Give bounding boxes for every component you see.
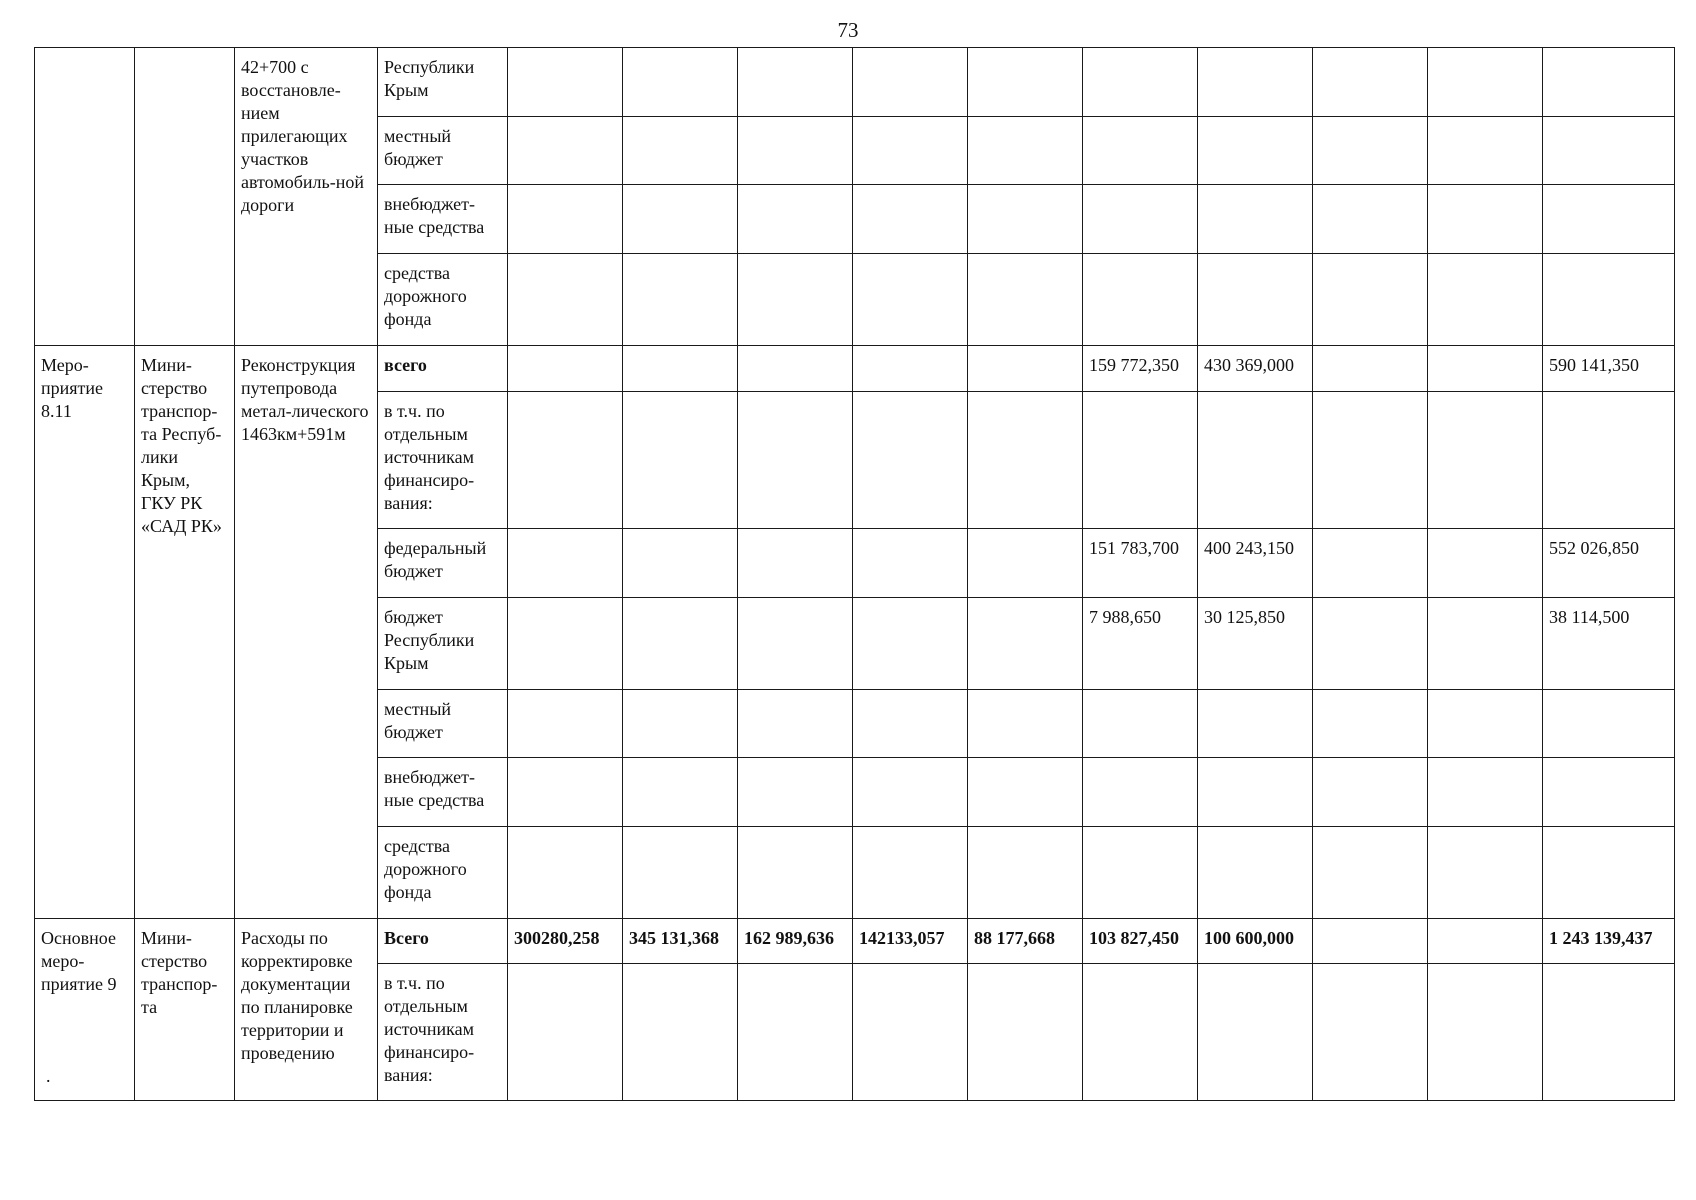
total-cell: 38 114,500 [1543, 598, 1675, 690]
event-cell: Основное меро-приятие 9 [35, 919, 135, 1101]
source-cell: в т.ч. по отдельным источникам финансиро-вания: [378, 964, 508, 1101]
value-cell [508, 598, 623, 690]
description-line: территории и [241, 1020, 344, 1040]
value-cell [853, 48, 968, 117]
value-cell: 300280,258 [508, 919, 623, 964]
value-cell [738, 117, 853, 185]
source-cell: местный бюджет [378, 690, 508, 758]
value-cell [508, 392, 623, 529]
value-cell [623, 392, 738, 529]
value-cell [1083, 254, 1198, 346]
source-cell: федеральный бюджет [378, 529, 508, 598]
value-cell: 151 783,700 [1083, 529, 1198, 598]
value-cell [1428, 919, 1543, 964]
page-number: 73 [837, 18, 859, 42]
value-cell [853, 964, 968, 1101]
value-cell [968, 346, 1083, 392]
value-cell [1313, 758, 1428, 827]
value-cell [738, 529, 853, 598]
value-cell [1083, 758, 1198, 827]
description-line: Расходы по [241, 928, 328, 948]
stray-mark: . [46, 1066, 51, 1086]
value-cell: 103 827,450 [1083, 919, 1198, 964]
value-cell [623, 48, 738, 117]
value-cell [1313, 919, 1428, 964]
value-cell: 162 989,636 [738, 919, 853, 964]
value-cell [968, 758, 1083, 827]
source-cell: внебюджет-ные средства [378, 758, 508, 827]
value-cell [623, 758, 738, 827]
value-cell [853, 254, 968, 346]
description-line: по планировке [241, 997, 353, 1017]
total-cell: 1 243 139,437 [1543, 919, 1675, 964]
value-cell [623, 690, 738, 758]
value-cell [508, 690, 623, 758]
table-row [35, 48, 1675, 117]
source-cell: в т.ч. по отдельным источникам финансиро-вания: [378, 392, 508, 529]
value-cell: 142133,057 [853, 919, 968, 964]
description-cell: Реконструкция путепровода метал-лического 1463км+591м [235, 346, 378, 919]
value-cell [508, 964, 623, 1101]
value-cell: 100 600,000 [1198, 919, 1313, 964]
value-cell [968, 964, 1083, 1101]
value-cell [1428, 964, 1543, 1101]
value-cell [1313, 392, 1428, 529]
value-cell [738, 48, 853, 117]
source-cell: средства дорожного фонда [378, 827, 508, 919]
description-line: документации [241, 974, 351, 994]
value-cell [508, 758, 623, 827]
value-cell [1313, 254, 1428, 346]
source-cell: местный бюджет [378, 117, 508, 185]
source-cell: Республики Крым [378, 48, 508, 117]
table-row [35, 919, 1675, 964]
value-cell [738, 185, 853, 254]
value-cell [1313, 346, 1428, 392]
value-cell [1083, 392, 1198, 529]
description-cell [235, 919, 378, 1101]
value-cell [1198, 392, 1313, 529]
total-cell [1543, 185, 1675, 254]
value-cell [968, 254, 1083, 346]
value-cell [968, 185, 1083, 254]
source-cell: всего [378, 346, 508, 392]
value-cell [1198, 254, 1313, 346]
value-cell [623, 346, 738, 392]
total-cell [1543, 758, 1675, 827]
value-cell [1428, 598, 1543, 690]
value-cell [1198, 48, 1313, 117]
value-cell [968, 598, 1083, 690]
value-cell [1313, 827, 1428, 919]
value-cell [1428, 48, 1543, 117]
value-cell [738, 346, 853, 392]
value-cell [1428, 117, 1543, 185]
value-cell: 7 988,650 [1083, 598, 1198, 690]
executor-cell: Мини-стерство транспор-та [135, 919, 235, 1101]
value-cell [1428, 529, 1543, 598]
value-cell [1083, 185, 1198, 254]
total-cell [1543, 964, 1675, 1101]
value-cell [853, 529, 968, 598]
value-cell [1083, 117, 1198, 185]
value-cell [738, 964, 853, 1101]
value-cell [1313, 117, 1428, 185]
value-cell [1083, 827, 1198, 919]
value-cell [1198, 827, 1313, 919]
value-cell [853, 346, 968, 392]
value-cell [1428, 758, 1543, 827]
value-cell [738, 690, 853, 758]
value-cell [738, 254, 853, 346]
total-cell [1543, 392, 1675, 529]
value-cell [1198, 117, 1313, 185]
value-cell [1313, 529, 1428, 598]
value-cell [853, 598, 968, 690]
value-cell [738, 598, 853, 690]
total-cell: 552 026,850 [1543, 529, 1675, 598]
value-cell [1313, 48, 1428, 117]
value-cell [1083, 690, 1198, 758]
value-cell [738, 392, 853, 529]
executor-cell [135, 48, 235, 346]
value-cell [853, 690, 968, 758]
value-cell [1313, 690, 1428, 758]
value-cell [623, 117, 738, 185]
value-cell [623, 964, 738, 1101]
value-cell [738, 827, 853, 919]
value-cell [508, 48, 623, 117]
executor-cell: Мини-стерство транспор-та Респуб-лики Крым, ГКУ РК «САД РК» [135, 346, 235, 919]
value-cell [508, 117, 623, 185]
budget-table [34, 47, 1675, 1101]
value-cell [968, 392, 1083, 529]
value-cell [853, 117, 968, 185]
value-cell [508, 827, 623, 919]
value-cell [1428, 392, 1543, 529]
value-cell: 345 131,368 [623, 919, 738, 964]
value-cell [1428, 827, 1543, 919]
value-cell: 30 125,850 [1198, 598, 1313, 690]
value-cell [968, 48, 1083, 117]
value-cell [1428, 185, 1543, 254]
value-cell [623, 598, 738, 690]
value-cell [968, 827, 1083, 919]
total-cell [1543, 827, 1675, 919]
value-cell [1313, 185, 1428, 254]
value-cell: 430 369,000 [1198, 346, 1313, 392]
value-cell [508, 185, 623, 254]
event-cell [35, 48, 135, 346]
value-cell [853, 185, 968, 254]
value-cell: 88 177,668 [968, 919, 1083, 964]
value-cell [1083, 964, 1198, 1101]
value-cell [1198, 964, 1313, 1101]
value-cell [853, 827, 968, 919]
value-cell [968, 117, 1083, 185]
value-cell [508, 254, 623, 346]
total-cell: 590 141,350 [1543, 346, 1675, 392]
value-cell [1198, 758, 1313, 827]
value-cell [1428, 254, 1543, 346]
description-cell: 42+700 с восстановле-нием прилегающих участков автомобиль-ной дороги [235, 48, 378, 346]
value-cell [968, 690, 1083, 758]
value-cell [1428, 346, 1543, 392]
value-cell [968, 529, 1083, 598]
value-cell [623, 827, 738, 919]
event-cell: Меро-приятие 8.11 [35, 346, 135, 919]
value-cell [1428, 690, 1543, 758]
value-cell [1198, 185, 1313, 254]
source-cell: внебюджет-ные средства [378, 185, 508, 254]
value-cell [623, 185, 738, 254]
source-cell: Всего [378, 919, 508, 964]
value-cell [508, 529, 623, 598]
value-cell [508, 346, 623, 392]
value-cell [623, 254, 738, 346]
source-cell: бюджет Республики Крым [378, 598, 508, 690]
value-cell: 159 772,350 [1083, 346, 1198, 392]
value-cell: 400 243,150 [1198, 529, 1313, 598]
value-cell [1313, 598, 1428, 690]
total-cell [1543, 690, 1675, 758]
table-row [35, 346, 1675, 392]
value-cell [853, 758, 968, 827]
value-cell [1083, 48, 1198, 117]
value-cell [853, 392, 968, 529]
total-cell [1543, 117, 1675, 185]
value-cell [738, 758, 853, 827]
value-cell [623, 529, 738, 598]
source-cell: средства дорожного фонда [378, 254, 508, 346]
value-cell [1198, 690, 1313, 758]
value-cell [1313, 964, 1428, 1101]
description-line: проведению [241, 1043, 335, 1063]
description-line: корректировке [241, 951, 353, 971]
total-cell [1543, 48, 1675, 117]
total-cell [1543, 254, 1675, 346]
